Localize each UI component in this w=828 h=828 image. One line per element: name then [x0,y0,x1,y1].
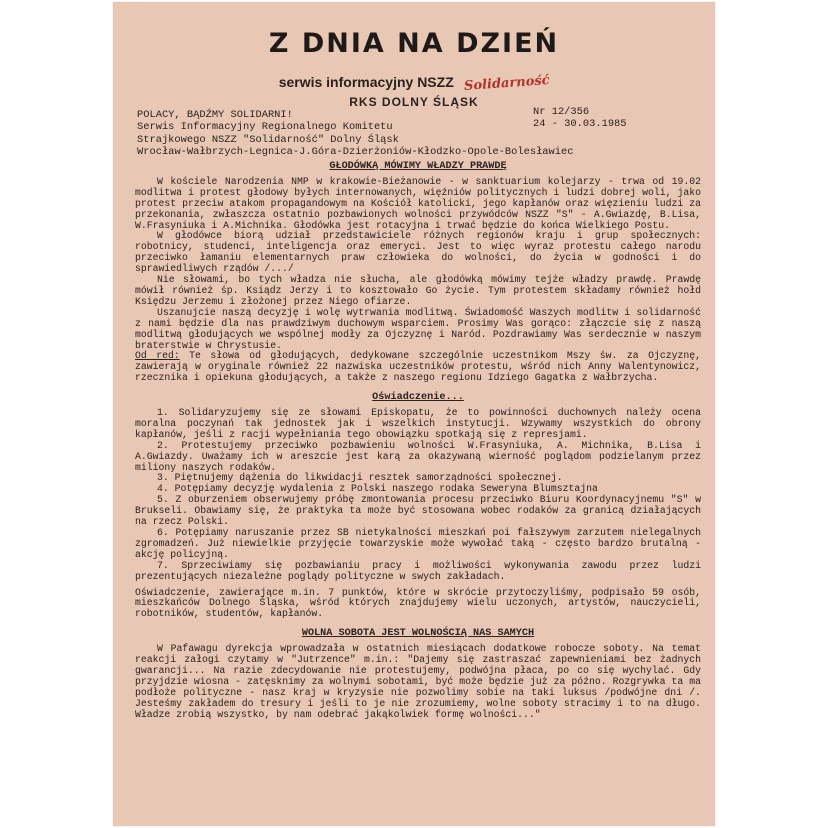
solidarnosc-logo: Solidarność [463,73,550,94]
statement-item: 2. Protestujemy przeciwko pozbawieniu wolności W.Frasyniuka, A. Michnika, B.Lisa i A.Gwiazdy. Uważamy ich w areszcie jest karą za okazywaną wierność poglądom podzielanym przez miliony naszych rodaków. [135,439,701,473]
header-line: Serwis Informacyjny Regionalnego Komitetu [137,121,393,134]
article-paragraph: Uszanujcie naszą decyzję i wolę wytrwania modlitwą. Świadomość Waszych modlitw i solidarność z nami będzie dla nas prawdziwym duchowym wsparciem. Prosimy Was gorąco: złączcie się z naszą modlitwą głodujących we wspólnej modły za Ojczyznę i Naród. Pozdrawiamy Was serdecznie w naszym braterstwie w Chrystusie. [135,306,701,351]
masthead-subtitle: serwis informacyjny NSZZ [278,74,454,90]
statement-item: 1. Solidaryzujemy się ze słowami Episkopatu, że to powinności duchownych należy ocena moralna poczynań tak jednostek jak i wszelkich instytucji. Wzywamy wszystkich do obrony kapłanów, jeśli z racji wypełniania tego obowiązku spotkają się z represjami. [135,407,701,440]
header-left-block [137,109,597,159]
editor-note [135,351,701,384]
article-paragraph: W kościele Narodzenia NMP w krakowie-Bieżanowie - w sanktuarium kolejarzy - trwa od 19.02 modlitwa i protest głodowy byłych internowanych, więźniów politycznych i ludzi dobrej woli, jako protest przeciw atakom propagandowym na Kościół katolicki, jego kapłanów oraz więzieniu ludzi za przekonania, zwłaszcza ostatnio pozbawionych wolności przywódców NSZZ "S" - A.Gwiazdę, B.Lisa, W.Frasyniuka i A.Michnika. Głodówka jest rotacyjna i trwać będzie do końca Wielkiego Postu. [135,175,701,231]
masthead-subtitle-row [113,73,715,94]
article-heading: WOLNA SOBOTA JEST WOLNOŚCIĄ NAS SAMYCH [301,628,535,640]
newsletter-page [113,2,715,826]
editor-note-label: Od red: [135,350,180,362]
article-paragraph: Nie słowami, bo tych władza nie słucha, ale głodówką mówimy tejże władzy prawdę. Prawdę mówił również śp. Ksiądz Jerzy i to kosztowało Go życie. Tym protestem składamy również hołd Księdzu Jerzemu i złożonej przez Niego ofiarze. [135,274,701,307]
article-paragraph: W Pafawagu dyrekcja wprowadzała w ostatnich miesiącach dodatkowe robocze soboty. Na temat reakcji załogi czytamy w "Jutrzence" m.in.: "Dajemy się zastraszać zapewnieniami bez żadnych gwarancji... Na razie zdecydowanie nie protestujemy, podwójna płaca, po co się wychylać. Gdy przyjdzie wiosna - zatęsknimy za wolnymi sobotami, być może będzie już za późno. Rozgrywka ta ma podłoże polityczne - nasz kraj w kryzysie nie pozwolimy sobie na taki luksus /podwójne dni /. Jesteśmy zakładem do tresury i jeśli to je nie zrozumiemy, wolne soboty stracimy i to na długo. Władze zrobią wszystko, by nam odebrać jakąkolwiek formę wolności..." [135,643,701,720]
header-line: POLACY, BĄDŹMY SOLIDARNI! [137,109,293,121]
article-paragraph: W głodówce biorą udział przedstawiciele różnych regionów kraju i grup społecznych: robotnicy, studenci, inteligencja oraz emeryci. Jest to więc wyraz protestu całego narodu przeciwko łamaniu elementarnych praw człowieka do wolności, do życia w godności i do sprawiedliwych rządów /.../ [135,230,701,275]
issue-number: Nr 12/356 [533,106,590,118]
statement-item: 7. Sprzeciwiamy się pozbawianiu pracy i możliwości wykonywania zawodu przez ludzi prezentujących niezależne poglądy polityczne w swych zakładach. [135,559,701,582]
masthead-region: RKS DOLNY ŚLĄSK [349,95,479,109]
header-line: Strajkowego NSZZ "Solidarność" Dolny Śląsk [137,133,399,146]
page-body [135,162,701,721]
statement-item: 3. Piętnujemy dążenia do likwidacji resztek samorządności społecznej. [157,472,563,484]
issue-info [533,106,703,131]
editor-note-text: Te słowa od głodujących, dedykowane szczególnie uczestnikom Mszy św. za Ojczyznę, zawierają w oryginale również 22 nazwiska uczestników protestu, wśród nich Anny Walentynowicz, rzecznika i opiekuna głodujących, a także z naszego regionu Idziego Gagatka z Wałbrzycha. [135,350,701,384]
statement-closing: Oświadczenie, zawierające m.in. 7 punktów, które w skrócie przytoczyliśmy, podpisało 59 osób, mieszkańców Dolnego Śląska, wśród których znajdujemy wielu uczonych, artystów, nauczycieli, robotników, studentów, kapłanów. [135,586,701,620]
header-line: Wrocław-Wałbrzych-Legnica-J.Góra-Dzierżoniów-Kłodzko-Opole-Bolesławiec [137,146,574,159]
statement-item: 6. Potępiamy naruszanie przez SB nietykalności mieszkań poi fałszywym zarzutem nielegalnych zgromadzeń. Już niewielkie przyjęcie towarzyskie może wywołać taką - często bardzo brutalną - akcję policyjną. [135,527,701,560]
article-heading: Oświadczenie... [372,392,464,404]
article-heading: GŁODÓWKĄ MÓWIMY WŁADZY PRAWDĘ [329,161,507,172]
masthead-title: Z DNIA NA DZIEŃ [268,28,560,59]
statement-item: 4. Potępiamy decyzję wydalenia z Polski naszego rodaka Seweryna Blumsztajna [157,483,598,495]
statement-item: 5. Z oburzeniem obserwujemy próbę zmontowania procesu przeciwko Biuru Koordynacyjnemu "S" w Brukseli. Obawiamy się, że praktyka ta może być stosowana wobec rodaków za granicą działających na rzecz Polski. [135,494,701,528]
issue-dates: 24 - 30.03.1985 [533,118,627,131]
